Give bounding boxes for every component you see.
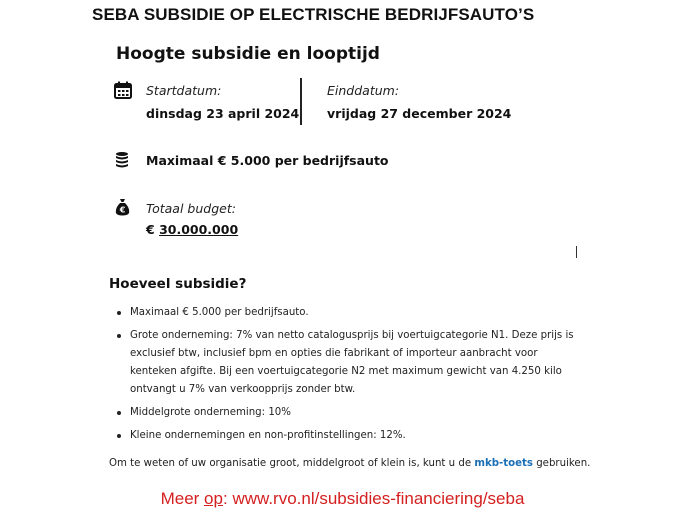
end-date-value: vrijdag 27 december 2024 (327, 106, 512, 121)
calendar-icon (114, 81, 132, 99)
start-date-value: dinsdag 23 april 2024 (146, 106, 300, 121)
list-item: Middelgrote onderneming: 10% (110, 404, 580, 422)
start-date-label: Startdatum: (146, 83, 222, 98)
budget-amount (146, 222, 238, 237)
budget-label: Totaal budget: (146, 201, 236, 216)
list-item: Grote onderneming: 7% van netto catalogusprijs bij voertuigcategorie N1. Deze prijs is exclusief btw, inclusief bpm en opties die fabrikant of importeur aanbracht voor kenteken afgifte. Bij een voertuigcategorie N2 met maximum gewicht van 4.250 kilo ontvangt u 7% van verkoopprijs zonder btw. (110, 327, 580, 399)
footer-url-link[interactable]: www.rvo.nl/subsidies-financiering/seba (232, 489, 525, 508)
coins-icon (114, 151, 132, 169)
budget-currency: € (146, 222, 155, 237)
date-divider (300, 78, 302, 125)
budget-value: 30.000.000 (159, 222, 239, 237)
mkb-toets-link[interactable]: mkb-toets (474, 458, 533, 469)
footer-prefix: Meer (160, 489, 200, 508)
svg-text:€: € (119, 205, 126, 215)
max-per-vehicle: Maximaal € 5.000 per bedrijfsauto (146, 153, 389, 168)
footer-more-info (0, 489, 685, 509)
end-date-label: Einddatum: (327, 83, 400, 98)
page-title: SEBA SUBSIDIE OP ELECTRISCHE BEDRIJFSAUTO’S (92, 5, 535, 24)
text-cursor (576, 246, 577, 258)
subsidy-list (110, 304, 580, 450)
section-heading-subsidy: Hoeveel subsidie? (109, 276, 247, 292)
money-bag-icon (114, 198, 132, 216)
footer-op: op (204, 489, 223, 508)
section-heading-details: Hoogte subsidie en looptijd (116, 44, 380, 64)
list-item: Kleine ondernemingen en non-profitinstellingen: 12%. (110, 427, 580, 445)
closing-text-before: Om te weten of uw organisatie groot, middelgroot of klein is, kunt u de (109, 458, 472, 469)
closing-text-after: gebruiken. (536, 458, 591, 469)
closing-note (109, 458, 590, 469)
list-item: Maximaal € 5.000 per bedrijfsauto. (110, 304, 580, 322)
footer-separator: : (222, 489, 228, 508)
